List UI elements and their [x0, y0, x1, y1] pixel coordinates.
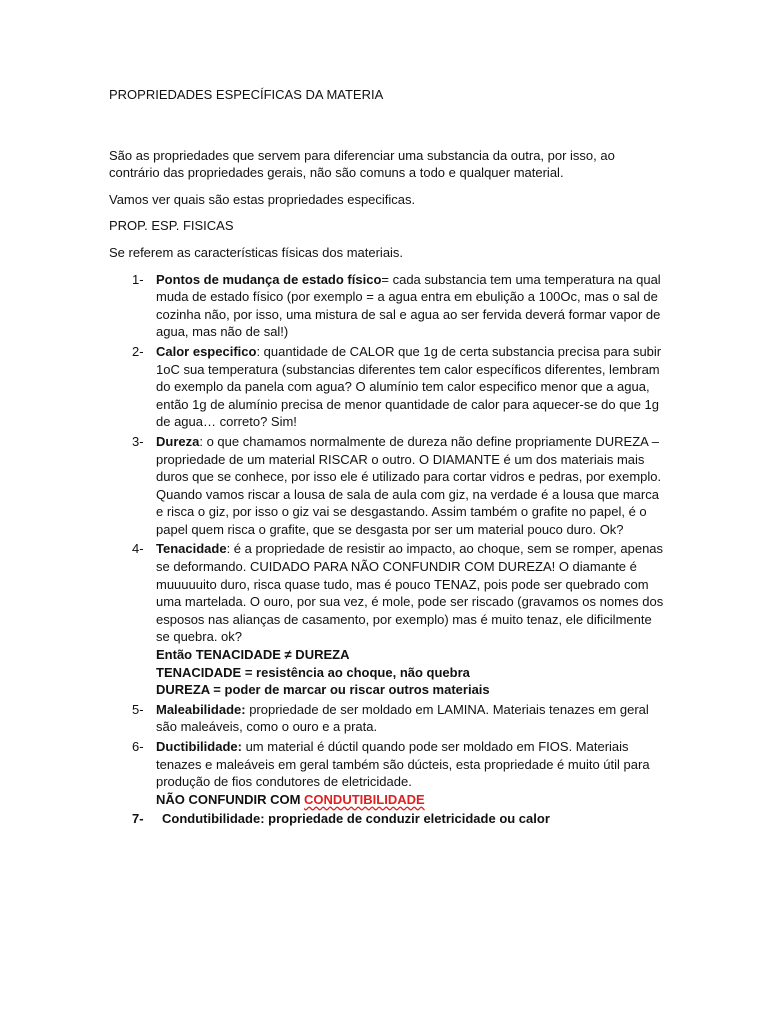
hardness-note: DUREZA = poder de marcar ou riscar outros materiais: [156, 682, 490, 698]
item-text: propriedade de ser moldado em LAMINA. Materiais tenazes em geral são maleáveis, como o ouro e a prata.: [156, 701, 649, 735]
item-number: 1-: [132, 271, 144, 287]
item-text: um material é dúctil quando pode ser moldado em FIOS. Materiais tenazes e maleáveis em geral também são dúcteis, esta propriedade é muito útil para produção de fios condutores de eletricidade.: [156, 739, 650, 790]
tenacity-note: TENACIDADE = resistência ao choque, não quebra: [156, 664, 470, 680]
item-term: Pontos de mudança de estado físico: [156, 271, 382, 287]
list-item: [109, 271, 668, 341]
lead-paragraph: Vamos ver quais são estas propriedades especificas.: [109, 191, 416, 207]
item-text: : é a propriedade de resistir ao impacto, ao choque, sem se romper, apenas se deformando. CUIDADO PARA NÃO CONFUNDIR COM DUREZA! O diamante é muuuuuito duro, risca quase tudo, mas é pouco TENAZ, pois pode ser quebrado com uma martelada. O ouro, por sua vez, é mole, pode ser riscado (gravamos os nomes dos esposos nas alianças de casamento, por exemplo) mas é muito tenaz, ele dificilmente se quebra. ok?: [156, 541, 664, 645]
item-number: 6-: [132, 739, 144, 754]
item-number: 7-: [132, 811, 144, 827]
item-term: Dureza: [156, 433, 200, 449]
section-intro: Se referem as características físicas dos materiais.: [109, 244, 404, 260]
item-term: Tenacidade: [156, 541, 227, 557]
warning-prefix: NÃO CONFUNDIR COM: [156, 791, 305, 807]
list-item: [109, 810, 668, 828]
intro-paragraph: São as propriedades que servem para diferenciar uma substancia da outra, por isso, ao contrário das propriedades gerais, não são comuns a todo e qualquer material.: [109, 147, 615, 181]
warning-note: [156, 791, 668, 809]
misspelled-word: CONDUTIBILIDADE: [304, 791, 425, 807]
list-item: [109, 540, 668, 698]
item-text: = cada substancia tem uma temperatura na qual muda de estado físico (por exemplo = a agua entra em ebulição a 100Oc, mas o sal de cozinha não, por isso, uma mistura de sal e agua ao ser fervida deverá formar vapor de agua, mas não de sal!): [156, 271, 661, 340]
list-item: [109, 701, 668, 736]
item-term: Calor especifico: [156, 343, 257, 359]
item-number: 5-: [132, 701, 144, 717]
list-item: [109, 433, 668, 539]
item-term: Ductibilidade:: [156, 739, 242, 754]
item-text: : o que chamamos normalmente de dureza não define propriamente DUREZA – propriedade de um material RISCAR o outro. O DIAMANTE é um dos materiais mais duros que se conhece, por isso ele é utilizado para cortar vidros e pedras, por exemplo. Quando vamos riscar a lousa de sala de aula com giz, na verdade é a lousa que marca e risca o giz, por isso o giz vai se desgastando. Assim também o grafite no papel, é o papel quem risca o grafite, que se desgasta por ser um material pouco duro. Ok?: [156, 433, 662, 537]
document-title: PROPRIEDADES ESPECÍFICAS DA MATERIA: [109, 87, 384, 102]
item-text: : quantidade de CALOR que 1g de certa substancia precisa para subir 1oC sua temperatura (substancias diferentes tem calor específicos diferentes, lembram do exemplo da panela com agua? O alumínio tem calor especifico menor que a agua, então 1g de alumínio precisa de menor quantidade de calor para aquecer-se do que 1g de agua… correto? Sim!: [156, 343, 662, 430]
item-number: 3-: [132, 433, 144, 449]
properties-list: [109, 271, 668, 828]
tenacity-note: Então TENACIDADE ≠ DUREZA: [156, 647, 350, 663]
item-number: 2-: [132, 343, 144, 359]
item-number: 4-: [132, 541, 144, 557]
list-item: [109, 343, 668, 431]
item-term: Maleabilidade:: [156, 701, 246, 717]
section-heading: PROP. ESP. FISICAS: [109, 218, 234, 234]
list-item: [109, 738, 668, 808]
item-text: Condutibilidade: propriedade de conduzir eletricidade ou calor: [162, 811, 550, 827]
